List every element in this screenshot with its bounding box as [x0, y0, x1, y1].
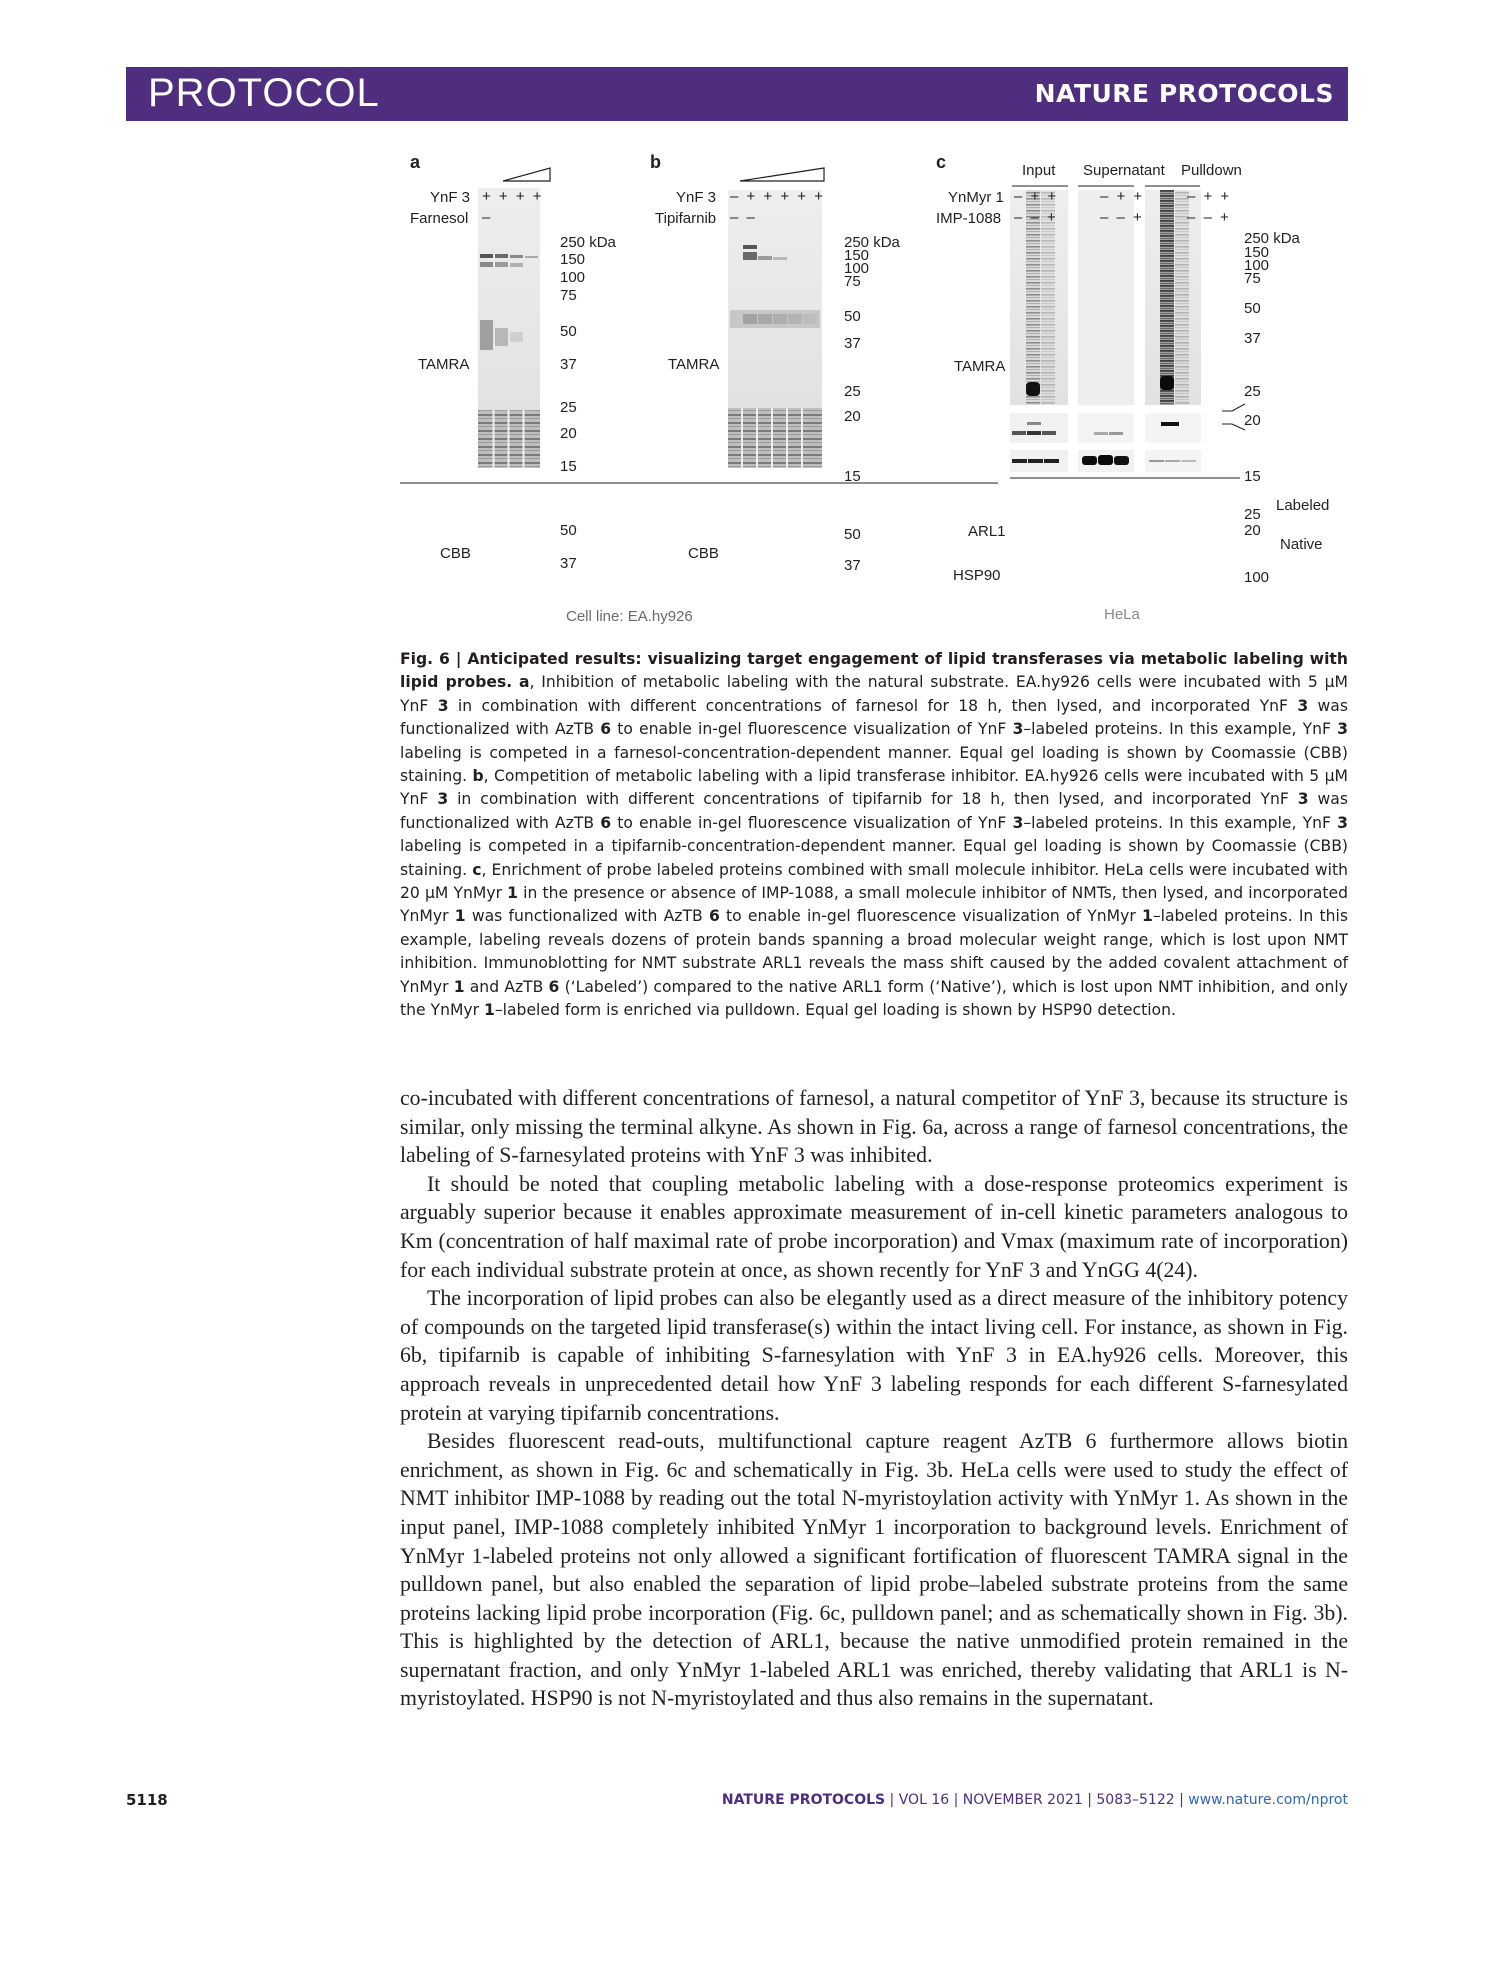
- panel-a-cbb-label: CBB: [440, 545, 471, 562]
- caption-b-text: labeling is competed in a tipifarnib-concentration-dependent manner. Equal gel loading is shown by Coomassie (CBB) staining.: [400, 837, 1348, 879]
- caption-num: 6: [600, 813, 612, 832]
- panel-c-row2-label: IMP-1088: [936, 210, 1002, 227]
- caption-b-text: in combination with different concentrations of tipifarnib for 18 h, then lysed, and incorporated YnF: [448, 790, 1298, 809]
- arl1-mw-20: 20: [1244, 522, 1261, 539]
- caption-a-text: labeling is competed in a farnesol-concentration-dependent manner. Equal gel loading is shown by Coomassie (CBB) staining.: [400, 743, 1348, 786]
- panel-c-row2-signs-input: – – +: [1014, 209, 1058, 226]
- panel-c-mw-20: 20: [1244, 412, 1261, 429]
- panel-b-row1-signs: – + + + + +: [730, 188, 825, 205]
- caption-num: 6: [548, 977, 560, 996]
- caption-num: 3: [1297, 696, 1309, 715]
- panel-b-letter: b: [650, 152, 661, 172]
- panel-c-row2-signs-supernatant: – – +: [1100, 209, 1144, 226]
- caption-num: 3: [1337, 813, 1348, 832]
- farnesol-gradient-triangle: [503, 168, 550, 181]
- panel-a-mw-75: 75: [560, 287, 577, 304]
- cell-line-ab-label: Cell line: EA.hy926: [566, 608, 693, 625]
- caption-num: 1: [454, 907, 466, 926]
- panel-b-mw-100: 100: [844, 260, 870, 277]
- caption-c-text: to enable in-gel fluorescence visualization of YnMyr: [719, 907, 1142, 926]
- panel-b-cbb-mw-50: 50: [844, 526, 861, 543]
- caption-c-text: was functionalized with AzTB: [465, 907, 709, 926]
- panel-a-row2-signs: –: [482, 209, 491, 226]
- blot-arl1-pulldown: [1145, 413, 1201, 443]
- panel-a-row1-text: YnF 3: [430, 189, 471, 206]
- panel-c-mw-50: 50: [1244, 300, 1261, 317]
- panel-b-row2-label: Tipifarnib: [655, 210, 717, 227]
- panel-c-row1-signs-input: – + +: [1014, 188, 1059, 205]
- panel-c-mw-75: 75: [1244, 270, 1261, 287]
- panel-a-row1-signs: + + + +: [482, 188, 544, 205]
- caption-c-text: in the presence or absence of IMP-1088, a small molecule inhibitor of NMTs, then lysed, and incorporated YnMyr: [400, 884, 1349, 926]
- panel-a-row2-label: Farnesol: [410, 210, 469, 227]
- journal-name: NATURE PROTOCOLS: [1034, 79, 1334, 108]
- labeled-leader-line: [1222, 404, 1245, 411]
- caption-a-letter: a: [519, 673, 530, 692]
- caption-c-text: –labeled proteins. In this example, labeling reveals dozens of protein bands spanning a broad molecular weight range, which is lost upon NMT inhibition. Immunoblotting for NMT substrate ARL1 reveals the mass shift caused by the added covalent attachment of YnMyr: [400, 907, 1348, 996]
- caption-a-text: was functionalized with AzTB: [400, 696, 1348, 739]
- caption-c-letter: c: [472, 860, 482, 879]
- paragraph-3: The incorporation of lipid probes can also be elegantly used as a direct measure of the inhibitory potency of compounds on the targeted lipid transferase(s) within the intact living cell. For instance, as shown in Fig. 6b, tipifarnib is capable of inhibiting S-farnesylation with YnF 3 in EA.hy926 cells. Moreover, this approach reveals in unprecedented detail how YnF 3 labeling responds for each different S-farnesylated protein at varying tipifarnib concentrations.: [400, 1286, 1348, 1425]
- labeled-label: Labeled: [1276, 497, 1330, 514]
- panel-a-cbb-mw-50: 50: [560, 522, 577, 539]
- caption-num: 3: [1337, 720, 1348, 739]
- figure-6: [400, 150, 1340, 640]
- panel-c-mw-37: 37: [1244, 330, 1261, 347]
- cell-line-c-label: HeLa: [1104, 606, 1140, 623]
- native-label: Native: [1280, 536, 1323, 553]
- panel-a-mw-100: 100: [560, 269, 586, 286]
- panel-a-row1-label: [430, 189, 470, 206]
- caption-c-text: and AzTB: [464, 977, 549, 996]
- caption-num: 6: [708, 907, 720, 926]
- panel-a-mw-25: 25: [560, 399, 577, 416]
- panel-a-tamra-label: TAMRA: [418, 356, 470, 373]
- blot-arl1-input: [1010, 413, 1068, 443]
- arl1-label: ARL1: [968, 523, 1006, 540]
- hsp90-mw-100: 100: [1244, 569, 1270, 586]
- caption-b-text: , Competition of metabolic labeling with a lipid transferase inhibitor. EA.hy926 cells were incubated with 5 μM YnF: [400, 767, 1348, 809]
- panel-a-mw-50: 50: [560, 323, 577, 340]
- panel-a-mw-15: 15: [560, 458, 577, 475]
- caption-lead: Fig. 6 | Anticipated results: visualizing target engagement of lipid transferases via metabolic labeling with lipid probes.: [400, 650, 1348, 692]
- panel-c-mw-150: 150: [1244, 244, 1270, 261]
- arl1-mw-25: 25: [1244, 506, 1261, 523]
- caption-num: 1: [484, 1001, 495, 1020]
- caption-b-text: –labeled proteins. In this example, YnF: [1023, 813, 1338, 832]
- hsp90-label: HSP90: [953, 567, 1001, 584]
- group-pulldown-label: Pulldown: [1181, 162, 1242, 179]
- footer-journal: NATURE PROTOCOLS: [721, 1792, 886, 1808]
- panel-a-mw-150: 150: [560, 251, 586, 268]
- native-leader-line: [1222, 424, 1245, 430]
- panel-c-row1-label: YnMyr 1: [948, 189, 1004, 206]
- caption-num: 3: [1012, 720, 1024, 739]
- section-label: PROTOCOL: [148, 71, 380, 115]
- caption-a-text: –labeled proteins. In this example, YnF: [1023, 720, 1338, 739]
- caption-num: 3: [437, 790, 449, 809]
- paragraph-2: It should be noted that coupling metabolic labeling with a dose-response proteomics experiment is arguably superior because it enables approximate measurement of in-cell kinetic parameters analogous to Km (concentration of half maximal rate of probe incorporation) and Vmax (maximum rate of incorporation) for each individual substrate protein at once, as shown recently for YnF 3 and YnGG 4(24).: [400, 1171, 1348, 1282]
- panel-c-letter: c: [936, 152, 947, 172]
- caption-a-text: in combination with different concentrations of farnesol for 18 h, then lysed, and incorporated YnF: [448, 696, 1298, 715]
- panel-b-mw-25: 25: [844, 383, 861, 400]
- panel-a-letter: a: [410, 152, 421, 172]
- panel-b-cbb-label: CBB: [688, 545, 719, 562]
- panel-c-tamra-label: TAMRA: [954, 358, 1006, 375]
- panel-b-row2-signs: – –: [730, 209, 757, 226]
- caption-num: 3: [437, 696, 449, 715]
- footer-citation: [722, 1792, 1348, 1808]
- footer-url-link[interactable]: www.nature.com/nprot: [1188, 1792, 1348, 1808]
- panel-a-mw-37: 37: [560, 356, 577, 373]
- panel-c-mw-100: 100: [1244, 257, 1270, 274]
- paragraph-1: co-incubated with different concentrations of farnesol, a natural competitor of YnF 3, because its structure is similar, only missing the terminal alkyne. As shown in Fig. 6a, across a range of farnesol concentrations, the labeling of S-farnesylated proteins with YnF 3 was inhibited.: [400, 1086, 1348, 1168]
- panel-c-mw-25: 25: [1244, 383, 1261, 400]
- panel-c-mw-15: 15: [1244, 468, 1261, 485]
- panel-b-mw-75: 75: [844, 273, 861, 290]
- panel-b-mw-15: 15: [844, 468, 861, 485]
- panel-c-row1-signs-supernatant: – + +: [1100, 188, 1145, 205]
- footer-issue: | VOL 16 | NOVEMBER 2021 | 5083–5122 |: [885, 1792, 1189, 1808]
- caption-num: 1: [453, 977, 465, 996]
- blot-arl1-supernatant: [1078, 413, 1134, 443]
- panel-a-cbb-mw-37: 37: [560, 555, 577, 572]
- caption-c-text: –labeled form is enriched via pulldown. Equal gel loading is shown by HSP90 detection.: [494, 1001, 1176, 1020]
- tipifarnib-gradient-triangle: [740, 168, 824, 181]
- panel-b-mw-150: 150: [844, 247, 870, 264]
- panel-b-row1-label: YnF 3: [676, 189, 717, 206]
- paragraph-4: Besides fluorescent read-outs, multifunctional capture reagent AzTB 6 furthermore allows biotin enrichment, as shown in Fig. 6c and schematically in Fig. 3b. HeLa cells were used to study the effect of NMT inhibitor IMP-1088 by reading out the total N-myristoylation activity with YnMyr 1. As shown in the input panel, IMP-1088 completely inhibited YnMyr 1 incorporation to background levels. Enrichment of YnMyr 1-labeled proteins not only allowed a significant fortification of fluorescent TAMRA signal in the pulldown panel, but also enabled the separation of lipid probe–labeled substrate proteins from the same proteins lacking lipid probe incorporation (Fig. 6c, pulldown panel; and as schematically shown in Fig. 3b). This is highlighted by the detection of ARL1, because the native unmodified protein remained in the supernatant fraction, and only YnMyr 1-labeled ARL1 was enriched, thereby validating that ARL1 is N-myristoylated. HSP90 is not N-myristoylated and thus also remains in the supernatant.: [400, 1429, 1348, 1711]
- group-input-label: Input: [1022, 162, 1056, 179]
- caption-c-text: (‘Labeled’) compared to the native ARL1 form (‘Native’), which is lost upon NMT inhibition, and only the YnMyr: [400, 977, 1348, 1020]
- caption-num: 3: [1297, 790, 1309, 809]
- panel-b-mw-250: 250 kDa: [844, 234, 900, 251]
- caption-num: 3: [1012, 813, 1024, 832]
- page-header: [126, 67, 1348, 121]
- caption-num: 6: [600, 720, 612, 739]
- panel-b-cbb-mw-37: 37: [844, 557, 861, 574]
- caption-b-text: to enable in-gel fluorescence visualization of YnF: [611, 813, 1013, 832]
- body-text: [400, 1084, 1348, 1713]
- caption-b-text: was functionalized with AzTB: [400, 790, 1348, 832]
- figure-caption: [400, 648, 1348, 1023]
- caption-num: 1: [507, 884, 519, 903]
- caption-b-letter: b: [472, 767, 484, 786]
- caption-c-text: , Enrichment of probe labeled proteins combined with small molecule inhibitor. HeLa cells were incubated with 20 μM YnMyr: [400, 860, 1349, 903]
- group-supernatant-label: Supernatant: [1083, 162, 1165, 179]
- caption-a-text: to enable in-gel fluorescence visualization of YnF: [611, 720, 1013, 739]
- panel-c-row1-signs-pulldown: – + +: [1187, 188, 1232, 205]
- panel-b-tamra-label: TAMRA: [668, 356, 720, 373]
- caption-a-text: , Inhibition of metabolic labeling with the natural substrate. EA.hy926 cells were incubated with 5 μM YnF: [400, 673, 1348, 715]
- panel-b-mw-20: 20: [844, 408, 861, 425]
- caption-num: 1: [1141, 907, 1153, 926]
- panel-a-mw-250: 250 kDa: [560, 234, 616, 251]
- panel-b-mw-37: 37: [844, 335, 861, 352]
- page-number: 5118: [126, 1791, 168, 1809]
- panel-c-row2-signs-pulldown: – – +: [1187, 209, 1231, 226]
- panel-b-mw-50: 50: [844, 308, 861, 325]
- panel-c-mw-250: 250 kDa: [1244, 230, 1300, 247]
- panel-a-mw-20: 20: [560, 425, 577, 442]
